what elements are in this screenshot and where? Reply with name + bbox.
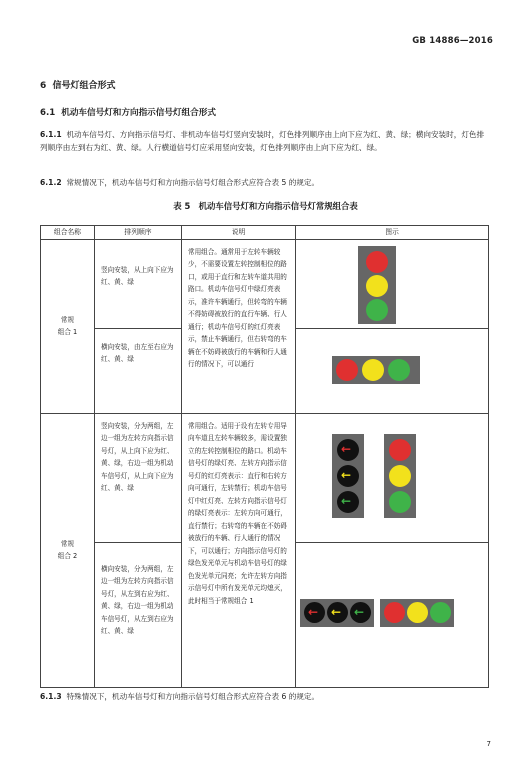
yellow-light-icon xyxy=(366,275,388,297)
group1-order-horizontal: 横向安装，由左至右应为红、黄、绿 xyxy=(101,342,174,363)
green-light-icon xyxy=(366,299,388,321)
group2-figure-horizontal-cell xyxy=(296,542,489,687)
group1-name-cell xyxy=(41,239,95,413)
clause-number: 6.1.3 xyxy=(40,692,62,701)
yellow-light-icon xyxy=(407,602,428,623)
group1-figure-vertical-cell xyxy=(296,239,489,328)
red-light-icon xyxy=(366,251,388,273)
group2-figure-vertical-cell xyxy=(296,413,489,542)
vertical-two-group-signal-figure xyxy=(296,414,488,542)
horizontal-two-group-signal-figure xyxy=(296,543,488,687)
green-light-icon xyxy=(389,491,411,513)
vertical-signal-figure xyxy=(296,240,488,328)
group1-order-vertical: 竖向安装，从上向下应为红、黄、绿 xyxy=(101,265,174,286)
clause-6-1-1 xyxy=(40,128,490,154)
signal-combination-table xyxy=(40,225,489,688)
clause-text: 常规情况下，机动车信号灯和方向指示信号灯组合形式应符合表 5 的规定。 xyxy=(66,178,320,187)
clause-number: 6.1.2 xyxy=(40,178,62,187)
clause-text: 特殊情况下，机动车信号灯和方向指示信号灯组合形式应符合表 6 的规定。 xyxy=(66,692,320,701)
group1-order-horizontal-cell xyxy=(95,328,182,413)
table-row xyxy=(41,413,489,542)
left-arrow-red-icon: ← xyxy=(304,602,325,623)
red-light-icon xyxy=(384,602,405,623)
group2-name-b: 组合 2 xyxy=(57,552,78,560)
header-order: 排列顺序 xyxy=(95,226,182,240)
group1-figure-horizontal-cell xyxy=(296,328,489,413)
group2-order-vertical-cell xyxy=(95,413,182,542)
clause-6-1-2 xyxy=(40,176,490,189)
left-arrow-yellow-icon: ← xyxy=(327,602,348,623)
group1-desc-cell xyxy=(182,239,296,413)
yellow-light-icon xyxy=(362,359,384,381)
subsection-title: 机动车信号灯和方向指示信号灯组合形式 xyxy=(61,108,216,118)
table-header-row xyxy=(41,226,489,240)
clause-text: 机动车信号灯、方向指示信号灯、非机动车信号灯竖向安装时，灯色排列顺序由上向下应为红、黄、绿；横向安装时，灯色排列顺序由左到右为红、黄、绿。人行横道信号灯应采用竖向安装，灯色排列顺序由上向下应为红、绿。 xyxy=(40,130,485,152)
horizontal-signal-figure xyxy=(296,329,488,413)
page-number: 7 xyxy=(486,740,491,748)
header-name: 组合名称 xyxy=(41,226,95,240)
group2-order-vertical: 竖向安装，分为两组，左边一组为左转方向指示信号灯，从上向下应为红、黄、绿，右边一组为机动车信号灯，从上向下应为红、黄、绿 xyxy=(101,421,174,492)
subsection-number: 6.1 xyxy=(40,108,56,118)
header-figure: 图示 xyxy=(296,226,489,240)
section-number: 6 xyxy=(40,81,47,91)
left-arrow-green-icon: ← xyxy=(350,602,371,623)
red-light-icon xyxy=(389,439,411,461)
left-arrow-yellow-icon: ← xyxy=(337,465,359,487)
section-heading xyxy=(40,78,116,91)
left-arrow-green-icon: ← xyxy=(337,491,359,513)
table-row xyxy=(41,239,489,328)
group2-order-horizontal: 横向安装，分为两组，左边一组为左转方向指示信号灯，从左到右应为红、黄、绿，右边一组为机动车信号灯，从左到右应为红、黄、绿 xyxy=(101,564,174,635)
section-title: 信号灯组合形式 xyxy=(52,81,116,91)
clause-number: 6.1.1 xyxy=(40,130,62,139)
group2-order-horizontal-cell xyxy=(95,542,182,687)
group1-desc: 常用组合。通常用于左转车辆较少，不需要设置左转控制相位的路口，或用于直行和左转车道共用的路口。机动车信号灯中绿灯亮表示，准许车辆通行，但转弯的车辆不得妨碍被放行的直行车辆、行人通行；机动车信号灯的红灯亮表示，禁止车辆通行，但右转弯的车辆在不妨碍被放行的车辆和行人通行的情况下，可以通行 xyxy=(188,247,287,368)
group2-name-cell xyxy=(41,413,95,687)
group1-name-a: 常规 xyxy=(60,315,75,324)
red-light-icon xyxy=(336,359,358,381)
group2-desc-cell xyxy=(182,413,296,687)
green-light-icon xyxy=(388,359,410,381)
table-caption: 表 5 机动车信号灯和方向指示信号灯常规组合表 xyxy=(173,201,358,211)
subsection-heading xyxy=(40,106,216,118)
group1-name-b: 组合 1 xyxy=(57,328,78,336)
group1-order-vertical-cell xyxy=(95,239,182,328)
yellow-light-icon xyxy=(389,465,411,487)
group2-desc: 常用组合。适用于设有左转专用导向车道且左转车辆较多，需设置独立的左转控制相位的路口。机动车信号灯的绿灯亮、左转方向指示信号灯的红灯亮表示：直行和右转方向可通行，左转禁行；机动车信号灯中红灯亮、左转方向指示信号灯的绿灯亮表示：左转方向可通行，直行禁行；右转弯的车辆在不妨碍被放行的车辆、行人通行的情况下，可以通行；方向指示信号灯的绿色发光单元与机动车信号灯的绿色发光单元同亮；允许左转方向指示信号灯中所有发光单元均熄灭，此时相当于常规组合 1 xyxy=(188,421,287,605)
left-arrow-red-icon: ← xyxy=(337,439,359,461)
standard-number: GB 14886—2016 xyxy=(412,36,493,46)
header-desc: 说明 xyxy=(182,226,296,240)
group2-name-a: 常规 xyxy=(60,539,75,548)
green-light-icon xyxy=(430,602,451,623)
clause-6-1-3 xyxy=(40,690,490,703)
